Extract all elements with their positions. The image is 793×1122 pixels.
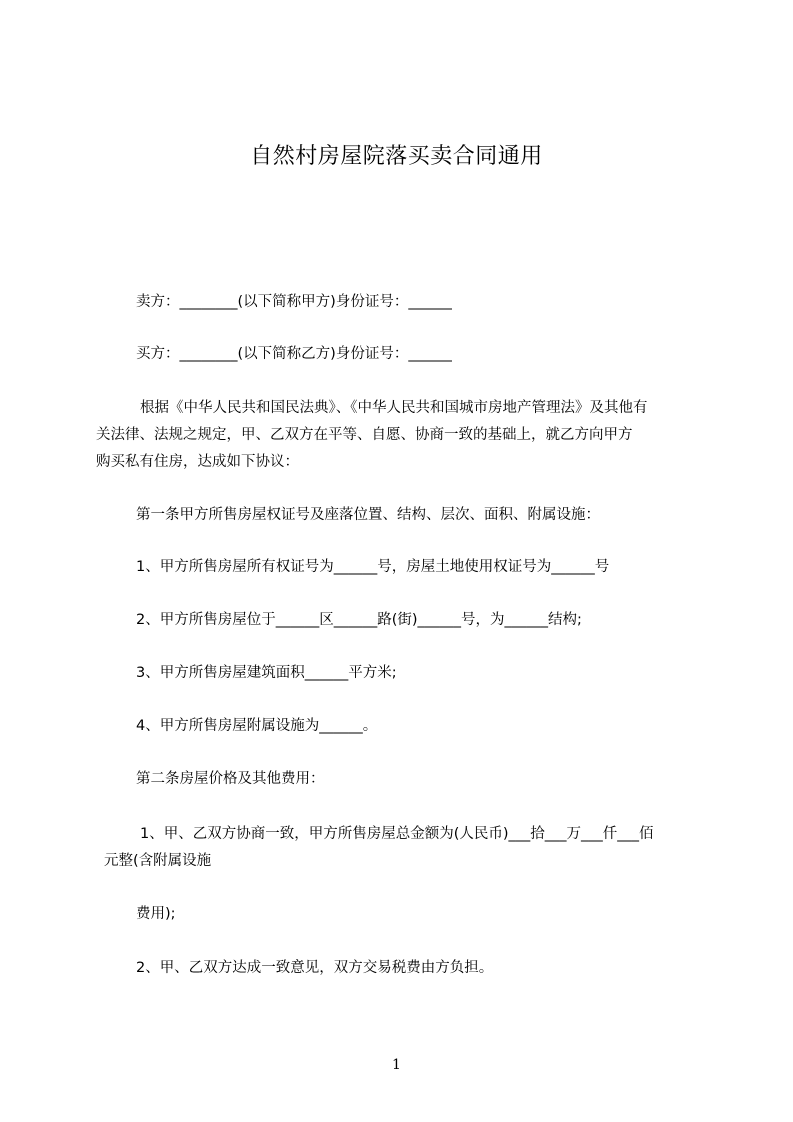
article2-item-1-line-2: 元整(含附属设施 bbox=[104, 853, 212, 869]
preamble-line-2: 关法律、法规之规定，甲、乙双方在平等、自愿、协商一致的基础上，就乙方向甲方 bbox=[96, 427, 633, 443]
buyer-line: 买方：________(以下简称乙方)身份证号：______ bbox=[136, 346, 452, 362]
article2-item-1-line-1: 1、甲、乙双方协商一致，甲方所售房屋总金额为(人民币)___拾___万___仟___佰 bbox=[140, 826, 654, 842]
article2-heading: 第二条房屋价格及其他费用： bbox=[136, 771, 325, 787]
article1-item-3: 3、甲方所售房屋建筑面积______平方米; bbox=[136, 665, 397, 681]
preamble-line-3: 购买私有住房，达成如下协议： bbox=[96, 454, 299, 470]
document-title: 自然村房屋院落买卖合同通用 bbox=[250, 144, 543, 169]
article1-item-1: 1、甲方所售房屋所有权证号为______号，房屋土地使用权证号为______号 bbox=[136, 559, 610, 575]
page-number: 1 bbox=[392, 1057, 401, 1073]
article1-item-4: 4、甲方所售房屋附属设施为______。 bbox=[136, 718, 378, 734]
article2-item-1-line-3: 费用); bbox=[136, 906, 176, 922]
article1-heading: 第一条甲方所售房屋权证号及座落位置、结构、层次、面积、附属设施： bbox=[136, 507, 600, 523]
preamble-line-1: 根据《中华人民共和国民法典》、《中华人民共和国城市房地产管理法》及其他有 bbox=[140, 400, 648, 416]
article2-item-2: 2、甲、乙双方达成一致意见，双方交易税费由方负担。 bbox=[136, 960, 494, 976]
seller-line: 卖方：________(以下简称甲方)身份证号：______ bbox=[136, 294, 452, 310]
article1-item-2: 2、甲方所售房屋位于______区______路(街)______号，为______结构; bbox=[136, 612, 582, 628]
